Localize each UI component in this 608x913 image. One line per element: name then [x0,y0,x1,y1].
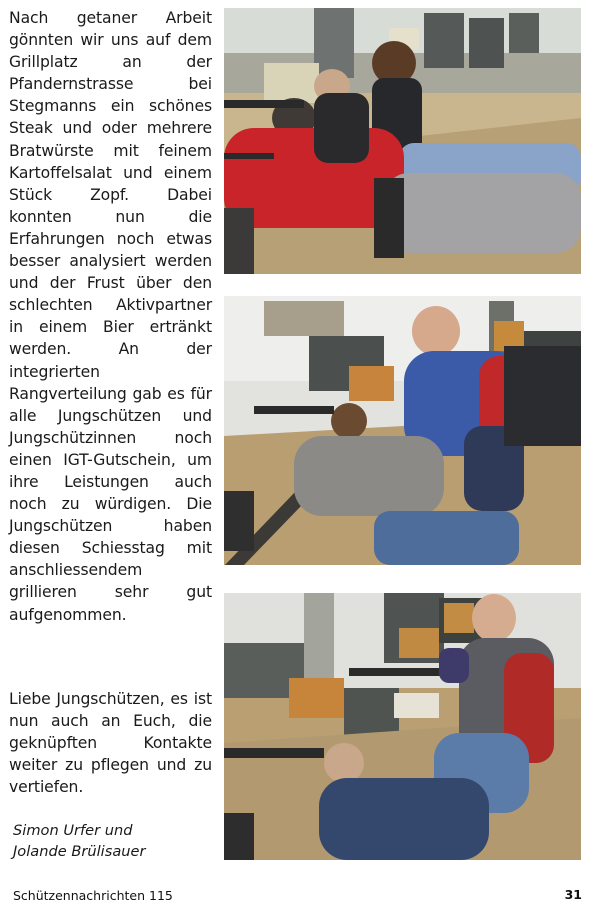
photo-instructor-headphones [224,593,581,860]
signature-line-1: Simon Urfer und [13,822,133,839]
footer-publication: Schützennachrichten 115 [13,888,173,903]
signature [13,820,146,862]
photo-instructor-kneeling [224,296,581,565]
signature-line-2: Jolande Brülisauer [13,843,146,860]
page-number: 31 [564,887,582,902]
article-paragraph-1: Nach getaner Arbeit gönnten wir uns auf dem Grillplatz an der Pfandernstrasse bei Stegmanns ein schönes Steak und oder mehrere Bratwürste mit feinem Kartoffelsalat und einem Stück Zopf. Dabei konnten nun die Erfahrungen noch etwas besser analysiert werden und der Frust über den schlechten Aktivpartner in einem Bier ertränkt werden. An der integrierten Rangverteilung gab es für alle Jungschützen und Jungschützinnen noch einen IGT-Gutschein, um ihre Leistungen auch noch zu würdigen. Die Jungschützen haben diesen Schiesstag mit anschliessendem grillieren sehr gut aufgenommen. [9,9,212,624]
photo-prone-shooters [224,8,581,274]
article-paragraph-2: Liebe Jungschützen, es ist nun auch an Euch, die geknüpften Kontakte weiter zu pflegen und zu vertiefen. [9,690,212,797]
article-column [9,7,212,626]
